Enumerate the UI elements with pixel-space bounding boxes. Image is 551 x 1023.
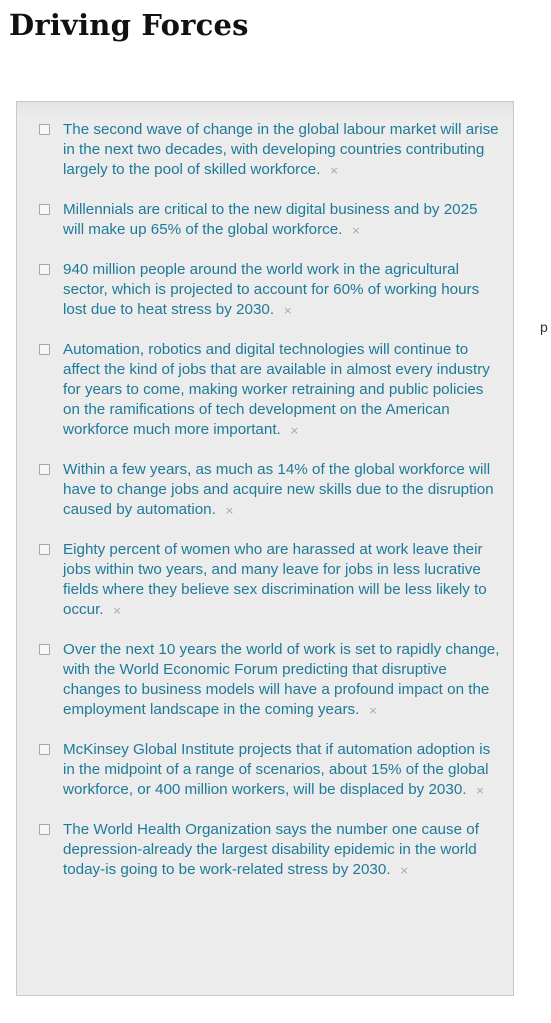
driving-forces-panel xyxy=(16,101,514,996)
item-text[interactable]: The second wave of change in the global labour market will arise in the next two decades, with developing countries contributing largely to the pool of skilled workforce. xyxy=(63,121,499,178)
item-text[interactable]: 940 million people around the world work in the agricultural sector, which is projected to account for 60% of working hours lost due to heat stress by 2030. xyxy=(63,261,480,318)
item-checkbox[interactable] xyxy=(39,124,50,135)
remove-icon[interactable]: × xyxy=(112,604,122,617)
item-checkbox[interactable] xyxy=(39,344,50,355)
list-item xyxy=(17,460,513,521)
item-text[interactable]: Automation, robotics and digital technologies will continue to affect the kind of jobs that are available in almost every industry for years to come, making worker retraining and public policies on the ramifications of tech development on the American workforce much more important. xyxy=(63,341,490,438)
clipped-side-text: p xyxy=(540,319,548,335)
list-item xyxy=(17,120,513,181)
list-item xyxy=(17,820,513,881)
remove-icon[interactable]: × xyxy=(329,164,339,177)
list-item xyxy=(17,260,513,321)
list-item xyxy=(17,200,513,241)
item-text[interactable]: Over the next 10 years the world of work is set to rapidly change, with the World Economic Forum predicting that disruptive changes to business models will have a profound impact on the employment landscape in the coming years. xyxy=(63,641,500,718)
item-text[interactable]: Within a few years, as much as 14% of the global workforce will have to change jobs and acquire new skills due to the disruption caused by automation. xyxy=(63,461,494,518)
item-text[interactable]: McKinsey Global Institute projects that if automation adoption is in the midpoint of a range of scenarios, about 15% of the global workforce, or 400 million workers, will be displaced by 2030. xyxy=(63,741,491,798)
item-checkbox[interactable] xyxy=(39,264,50,275)
page-title: Driving Forces xyxy=(9,8,249,42)
item-text[interactable]: Millennials are critical to the new digital business and by 2025 will make up 65% of the global workforce. xyxy=(63,201,478,238)
list-item xyxy=(17,540,513,621)
remove-icon[interactable]: × xyxy=(399,864,409,877)
list-item xyxy=(17,640,513,721)
driving-forces-list xyxy=(17,120,513,900)
item-checkbox[interactable] xyxy=(39,644,50,655)
remove-icon[interactable]: × xyxy=(289,424,299,437)
item-checkbox[interactable] xyxy=(39,744,50,755)
item-checkbox[interactable] xyxy=(39,824,50,835)
remove-icon[interactable]: × xyxy=(475,784,485,797)
item-text[interactable]: Eighty percent of women who are harassed at work leave their jobs within two years, and many leave for jobs in less lucrative fields where they believe sex discrimination will be less likely to occur. xyxy=(63,541,487,618)
item-checkbox[interactable] xyxy=(39,204,50,215)
list-item xyxy=(17,340,513,441)
item-checkbox[interactable] xyxy=(39,544,50,555)
item-text[interactable]: The World Health Organization says the number one cause of depression-already the largest disability epidemic in the world today-is going to be work-related stress by 2030. xyxy=(63,821,479,878)
item-checkbox[interactable] xyxy=(39,464,50,475)
remove-icon[interactable]: × xyxy=(351,224,361,237)
remove-icon[interactable]: × xyxy=(283,304,293,317)
list-item xyxy=(17,740,513,801)
remove-icon[interactable]: × xyxy=(368,704,378,717)
remove-icon[interactable]: × xyxy=(224,504,235,517)
